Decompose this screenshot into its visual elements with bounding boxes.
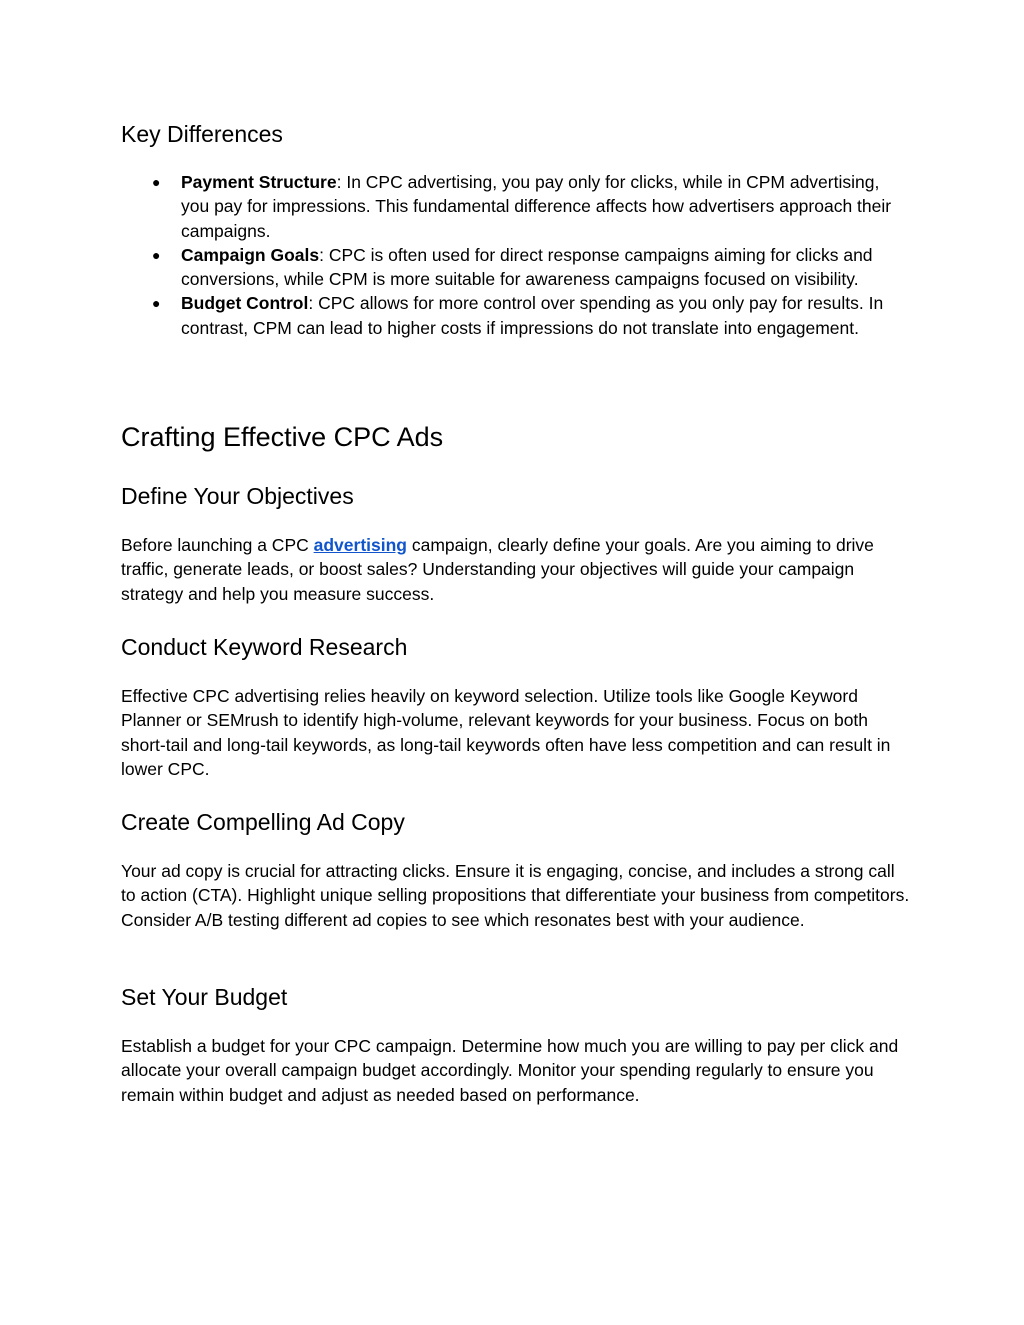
budget-paragraph: Establish a budget for your CPC campaign. Determine how much you are willing to pay per click and allocate your overall campaign budget accordingly. Monitor your spending regularly to ensure you remain within budget and adjust as needed based on performance. <box>121 1036 899 1105</box>
objectives-heading: Define Your Objectives <box>121 483 354 509</box>
keyword-research-heading: Conduct Keyword Research <box>121 634 408 660</box>
keyword-research-paragraph: Effective CPC advertising relies heavily on keyword selection. Utilize tools like Google Keyword Planner or SEMrush to identify high-volume, relevant keywords for your business. Focus on both short-tail and long-tail keywords, as long-tail keywords often have less competition and can result in lower CPC. <box>121 686 891 779</box>
list-item <box>121 170 911 243</box>
key-differences-list <box>121 170 911 340</box>
ad-copy-paragraph: Your ad copy is crucial for attracting clicks. Ensure it is engaging, concise, and includes a strong call to action (CTA). Highlight unique selling propositions that differentiate your business from competitors. Consider A/B testing different ad copies to see which resonates best with your audience. <box>121 861 910 930</box>
list-item <box>121 291 911 340</box>
list-item-term: Budget Control <box>181 293 309 314</box>
objectives-text-before: Before launching a CPC <box>121 535 314 555</box>
list-item-text: : CPC is often used for direct response campaigns aiming for clicks and conversions, while CPM is more suitable for awareness campaigns focused on visibility. <box>181 244 873 290</box>
bullet-icon: ● <box>152 174 161 190</box>
budget-heading: Set Your Budget <box>121 984 288 1010</box>
bullet-icon: ● <box>152 295 161 312</box>
list-item <box>121 243 911 292</box>
crafting-heading: Crafting Effective CPC Ads <box>121 422 444 452</box>
ad-copy-heading: Create Compelling Ad Copy <box>121 809 405 835</box>
objectives-paragraph <box>121 533 911 606</box>
list-item-text: : CPC allows for more control over spending as you only pay for results. In contrast, CPM can lead to higher costs if impressions do not translate into engagement. <box>181 293 884 338</box>
list-item-term: Campaign Goals <box>181 244 320 265</box>
key-differences-heading: Key Differences <box>121 121 283 147</box>
objectives-text-after: campaign, clearly define your goals. Are you aiming to drive traffic, generate leads, or boost sales? Understanding your objectives will guide your campaign strategy and help you measure success. <box>121 535 874 604</box>
list-item-text: : In CPC advertising, you pay only for clicks, while in CPM advertising, you pay for impressions. This fundamental difference affects how advertisers approach their campaigns. <box>181 172 892 241</box>
list-item-term: Payment Structure <box>181 172 337 192</box>
advertising-link[interactable]: advertising <box>313 535 407 555</box>
bullet-icon: ● <box>152 246 161 263</box>
